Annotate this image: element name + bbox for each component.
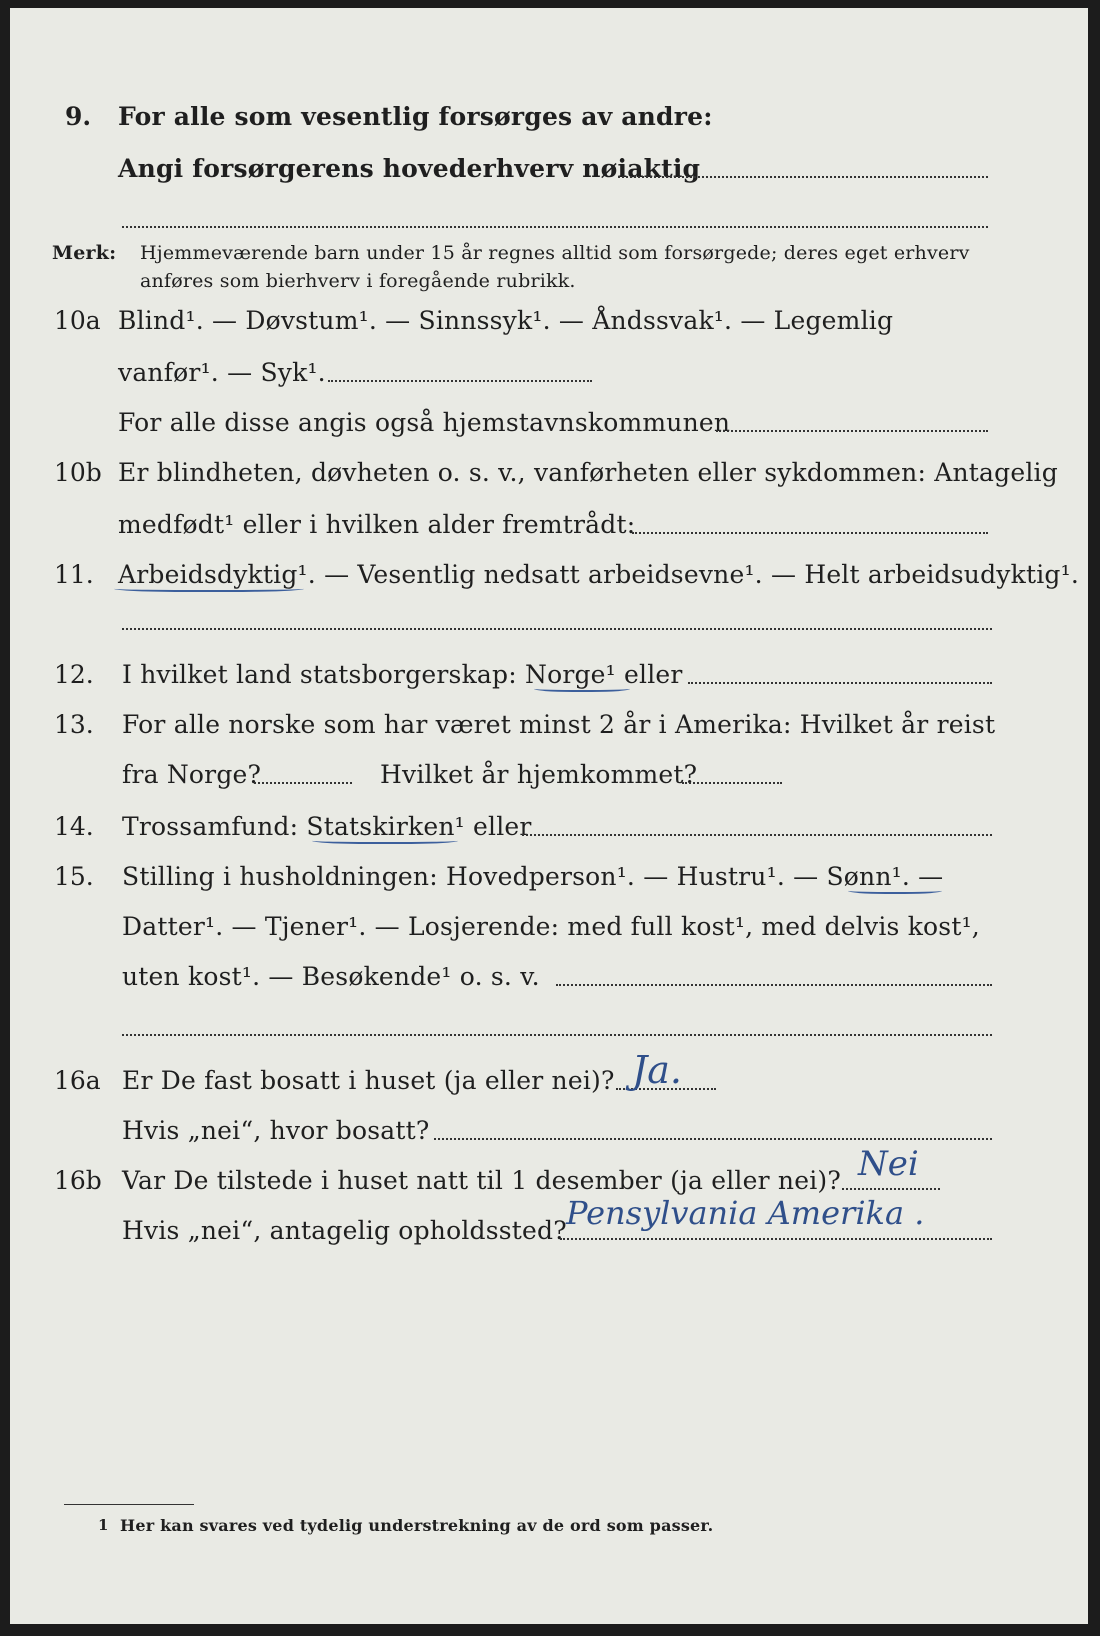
q12-line1: I hvilket land statsborgerskap: Norge¹ eller	[122, 660, 683, 689]
census-form-page	[10, 8, 1088, 1624]
q11-line1: Arbeidsdyktig¹. — Vesentlig nedsatt arbeidsevne¹. — Helt arbeidsudyktig¹.	[118, 560, 1079, 589]
q16a-line2: Hvis „nei“, hvor bosatt?	[122, 1116, 430, 1145]
q10a-line3: For alle disse angis også hjemstavnskommunen	[118, 408, 731, 437]
q14-statskirken-underline	[312, 836, 458, 844]
q9-line1: For alle som vesentlig forsørges av andre:	[118, 102, 713, 131]
merk-line1: Hjemmeværende barn under 15 år regnes alltid som forsørgede; deres eget erhverv	[140, 242, 970, 264]
q10a-syk-line	[328, 380, 592, 382]
q10a-number: 10a	[54, 306, 101, 335]
q16a-bosatt-line	[434, 1138, 992, 1140]
q14-number: 14.	[54, 812, 94, 841]
q16b-number: 16b	[54, 1166, 102, 1195]
q16b-answer-line	[842, 1188, 940, 1190]
q16a-number: 16a	[54, 1066, 101, 1095]
q13-number: 13.	[54, 710, 94, 739]
q13-hjemkommet-line	[682, 782, 782, 784]
q12-norge-underline	[534, 684, 630, 692]
q15-sonn-underline	[848, 886, 942, 894]
q16b-line2: Hvis „nei“, antagelig opholdssted?	[122, 1216, 567, 1245]
q15-answer-line	[556, 984, 992, 986]
q16b-opholdssted-line	[560, 1238, 992, 1240]
q10a-line1: Blind¹. — Døvstum¹. — Sinnssyk¹. — Åndssvak¹. — Legemlig	[118, 306, 894, 335]
q13-line2b: Hvilket år hjemkommet?	[380, 760, 698, 789]
q13-reist-line	[254, 782, 352, 784]
footnote-rule	[64, 1504, 194, 1505]
q12-number: 12.	[54, 660, 94, 689]
q10a-hjemstavn-line	[716, 430, 988, 432]
q13-line2a: fra Norge?	[122, 760, 262, 789]
q9-number: 9.	[65, 102, 92, 131]
merk-label: Merk:	[52, 242, 117, 264]
q9-answer-line-2	[122, 226, 988, 228]
q9-line2: Angi forsørgerens hovederhverv nøiaktig	[118, 154, 701, 183]
q16a-line1: Er De fast bosatt i huset (ja eller nei)?	[122, 1066, 615, 1095]
q16a-handwritten-answer: Ja.	[632, 1048, 682, 1092]
q15-line3: uten kost¹. — Besøkende¹ o. s. v.	[122, 962, 540, 991]
q15-line1: Stilling i husholdningen: Hovedperson¹. — Hustru¹. — Sønn¹. —	[122, 862, 944, 891]
q14-line1: Trossamfund: Statskirken¹ eller	[122, 812, 532, 841]
merk-line2: anføres som bierhverv i foregående rubrikk.	[140, 270, 576, 292]
q14-answer-line	[522, 834, 992, 836]
q11-answer-line	[122, 628, 992, 630]
q15-answer-line-2	[122, 1034, 992, 1036]
q12-answer-line	[688, 682, 992, 684]
q15-number: 15.	[54, 862, 94, 891]
q13-line1: For alle norske som har været minst 2 år i Amerika: Hvilket år reist	[122, 710, 996, 739]
q11-number: 11.	[54, 560, 94, 589]
q15-line2: Datter¹. — Tjener¹. — Losjerende: med full kost¹, med delvis kost¹,	[122, 912, 980, 941]
q10b-answer-line	[632, 532, 988, 534]
q16b-handwritten-place: Pensylvania Amerika .	[566, 1194, 925, 1232]
footnote-text: Her kan svares ved tydelig understrekning av de ord som passer.	[120, 1516, 714, 1535]
q16b-handwritten-answer: Nei	[858, 1144, 919, 1184]
q10b-line2: medfødt¹ eller i hvilken alder fremtrådt:	[118, 510, 636, 539]
footnote-mark: 1	[98, 1516, 109, 1534]
q10b-line1: Er blindheten, døvheten o. s. v., vanførheten eller sykdommen: Antagelig	[118, 458, 1058, 487]
q10b-number: 10b	[54, 458, 102, 487]
q9-answer-line	[618, 176, 988, 178]
q10a-line2: vanfør¹. — Syk¹.	[118, 358, 326, 387]
q11-arbeidsdyktig-underline	[114, 584, 304, 592]
q16b-line1: Var De tilstede i huset natt til 1 desember (ja eller nei)?	[122, 1166, 841, 1195]
